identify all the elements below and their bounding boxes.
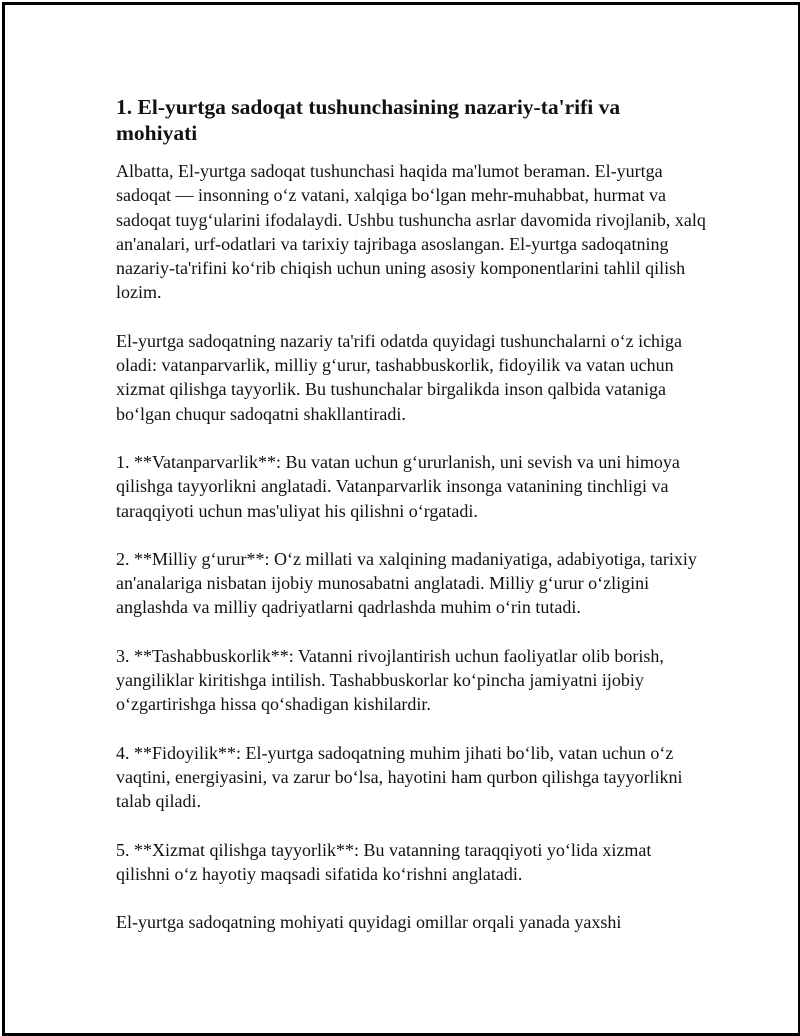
paragraph-definition: El-yurtga sadoqatning nazariy ta'rifi odatda quyidagi tushunchalarni o‘z ichiga oladi: vatanparvarlik, milliy g‘urur, tashabbuskorlik, fidoyilik va vatan uchun xizmat qilishga tayyorlik. Bu tushunchalar birgalikda inson qalbida vataniga bo‘lgan chuqur sadoqatni shakllantiradi. bbox=[116, 330, 683, 424]
section-heading: 1. El-yurtga sadoqat tushunchasining nazariy-ta'rifi va mohiyati bbox=[116, 95, 621, 145]
list-item-vatanparvarlik: 1. **Vatanparvarlik**: Bu vatan uchun g‘ururlanish, uni sevish va uni himoya qilishga tayyorlikni anglatadi. Vatanparvarlik insonga vatanining tinchligi va taraqqiyoti uchun mas'uliyat his qilishni o‘rgatadi. bbox=[116, 451, 680, 521]
list-item-xizmat: 5. **Xizmat qilishga tayyorlik**: Bu vatanning taraqqiyoti yo‘lida xizmat qilishni o‘z hayotiy maqsadi sifatida ko‘rishni anglatadi. bbox=[116, 839, 652, 884]
list-item-fidoyilik: 4. **Fidoyilik**: El-yurtga sadoqatning muhim jihati bo‘lib, vatan uchun o‘z vaqtini, energiyasini, va zarur bo‘lsa, hayotini ham qurbon qilishga tayyorlikni talab qiladi. bbox=[116, 742, 683, 812]
paragraph-intro: Albatta, El-yurtga sadoqat tushunchasi haqida ma'lumot beraman. El-yurtga sadoqat — insonning o‘z vatani, xalqiga bo‘lgan mehr-muhabbat, hurmat va sadoqat tuyg‘ularini ifodalaydi. Ushbu tushuncha asrlar davomida rivojlanib, xalq an'analari, urf-odatlari va tarixiy tajribaga asoslangan. El-yurtga sadoqatning nazariy-ta'rifini ko‘rib chiqish uchun uning asosiy komponentlarini tahlil qilish lozim. bbox=[116, 161, 706, 303]
paragraph-closing: El-yurtga sadoqatning mohiyati quyidagi omillar orqali yanada yaxshi bbox=[116, 912, 622, 933]
document-body bbox=[116, 94, 706, 958]
list-item-tashabbuskorlik: 3. **Tashabbuskorlik**: Vatanni rivojlantirish uchun faoliyatlar olib borish, yangiliklar kiritishga intilish. Tashabbuskorlar ko‘pincha jamiyatni ijobiy o‘zgartirishga hissa qo‘shadigan kishilardir. bbox=[116, 645, 664, 715]
list-item-milliy-gurur: 2. **Milliy g‘urur**: O‘z millati va xalqining madaniyatiga, adabiyotiga, tarixiy an'analariga nisbatan ijobiy munosabatni anglatadi. Milliy g‘urur o‘zligini anglashda va milliy qadriyatlarni qadrlashda muhim o‘rin tutadi. bbox=[116, 548, 697, 618]
